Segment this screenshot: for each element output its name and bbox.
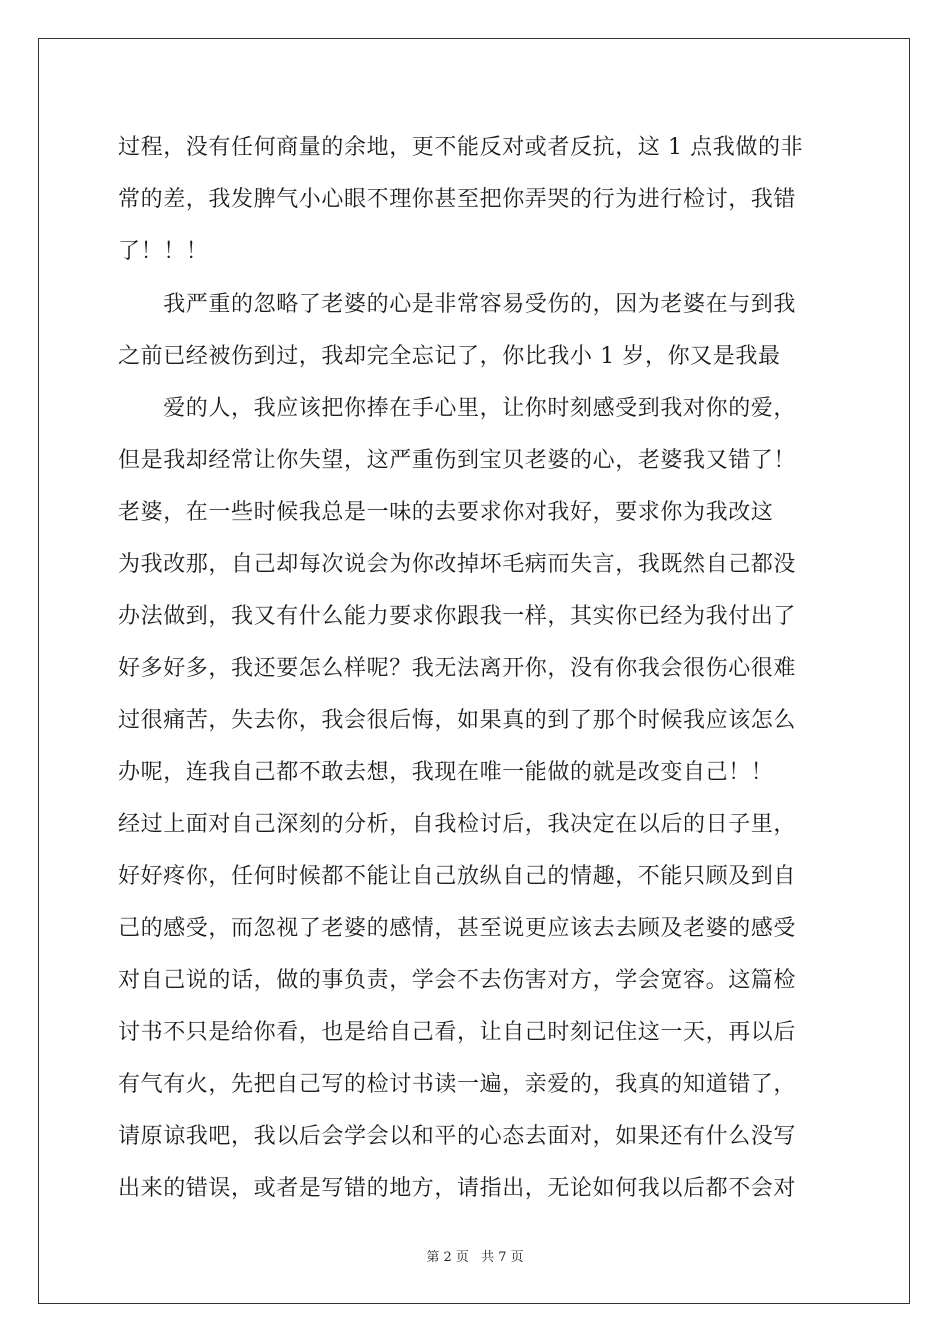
text-line: 了！！！ — [118, 239, 209, 264]
text-line: 办呢，连我自己都不敢去想，我现在唯一能做的就是改变自己！！ — [118, 760, 774, 785]
text-line: 请原谅我吧，我以后会学会以和平的心态去面对，如果还有什么没写 — [118, 1124, 797, 1149]
text-line: 经过上面对自己深刻的分析，自我检讨后，我决定在以后的日子里， — [118, 812, 797, 837]
page-number: 第 2 页 — [426, 1250, 469, 1265]
text-line: 我严重的忽略了老婆的心是非常容易受伤的，因为老婆在与到我 — [118, 292, 797, 317]
text-line: 有气有火，先把自己写的检讨书读一遍，亲爱的，我真的知道错了， — [118, 1072, 797, 1097]
text-line: 讨书不只是给你看，也是给自己看，让自己时刻记住这一天，再以后 — [118, 1020, 797, 1045]
text-line: 过程，没有任何商量的余地，更不能反对或者反抗，这 1 点我做的非 — [118, 135, 804, 160]
page-footer — [0, 1246, 950, 1265]
text-line: 过很痛苦，失去你，我会很后悔，如果真的到了那个时候我应该怎么 — [118, 708, 797, 733]
text-line: 老婆，在一些时候我总是一味的去要求你对我好，要求你为我改这 — [118, 500, 774, 525]
page-total: 共 7 页 — [481, 1250, 524, 1265]
text-line: 己的感受，而忽视了老婆的感情，甚至说更应该去去顾及老婆的感受 — [118, 916, 797, 941]
text-line: 对自己说的话，做的事负责，学会不去伤害对方，学会宽容。这篇检 — [118, 968, 797, 993]
text-line: 之前已经被伤到过，我却完全忘记了，你比我小 1 岁，你又是我最 — [118, 344, 781, 369]
text-line: 好好疼你，任何时候都不能让自己放纵自己的情趣，不能只顾及到自 — [118, 864, 797, 889]
text-line: 好多好多，我还要怎么样呢？我无法离开你，没有你我会很伤心很难 — [118, 656, 797, 681]
text-line: 爱的人，我应该把你捧在手心里，让你时刻感受到我对你的爱， — [118, 396, 797, 421]
text-line: 为我改那，自己却每次说会为你改掉坏毛病而失言，我既然自己都没 — [118, 552, 797, 577]
text-line: 但是我却经常让你失望，这严重伤到宝贝老婆的心，老婆我又错了！ — [118, 448, 797, 473]
text-line: 办法做到，我又有什么能力要求你跟我一样，其实你已经为我付出了 — [118, 604, 797, 629]
text-line: 出来的错误，或者是写错的地方，请指出，无论如何我以后都不会对 — [118, 1176, 797, 1201]
text-line: 常的差，我发脾气小心眼不理你甚至把你弄哭的行为进行检讨，我错 — [118, 187, 797, 212]
